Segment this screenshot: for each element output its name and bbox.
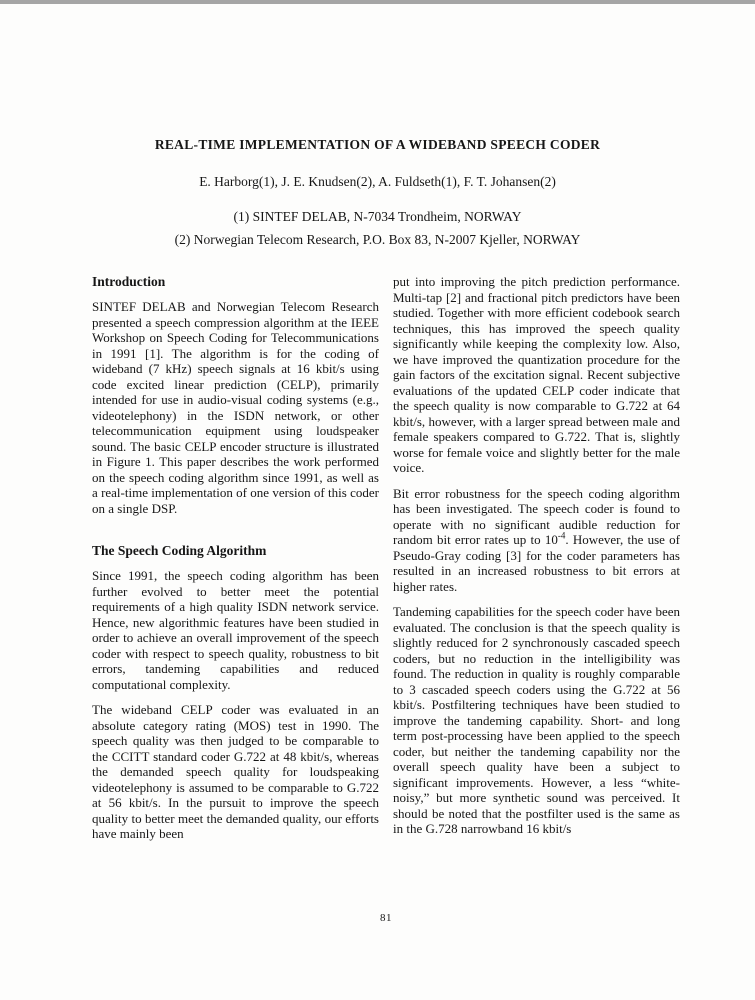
algorithm-paragraph-2: The wideband CELP coder was evaluated in an absolute category rating (MOS) test in 1990. The speech quality was then judged to be comparable to the CCITT standard coder G.722 at 48 kbit/s, whereas the demanded speech quality for loudspeaking videotelephony is assumed to be comparable to G.722 at 56 kbit/s. In the pursuit to improve the speech quality to better meet the demanded quality, our efforts have mainly been xyxy=(92,702,379,841)
affiliation-2: (2) Norwegian Telecom Research, P.O. Box 83, N-2007 Kjeller, NORWAY xyxy=(174,232,581,247)
right-column xyxy=(393,274,680,852)
left-column xyxy=(92,274,379,852)
tandeming-paragraph: Tandeming capabilities for the speech coder have been evaluated. The conclusion is that the speech quality is slightly reduced for 2 synchronously cascaded speech coders, but no reduction in the intelligibility was found. The reduction in quality is roughly comparable to 3 cascaded speech coders using the G.722 at 56 kbit/s. Postfiltering techniques have been studied to improve the tandeming capability. Short- and long term post-processing have been applied to the speech coder, but neither the tandeming capability nor the overall speech quality have been a subject to significant improvements. However, a less “white-noisy,” but more synthetic sound was perceived. It should be noted that the postfilter used is the same as in the G.728 narrowband 16 kbit/s xyxy=(393,604,680,836)
paper-title: REAL-TIME IMPLEMENTATION OF A WIDEBAND SPEECH CODER xyxy=(154,137,601,152)
algorithm-paragraph-1: Since 1991, the speech coding algorithm has been further evolved to better meet the potential requirements of a high quality ISDN network service. Hence, new algorithmic features have been studied in order to achieve an overall improvement of the speech coder with respect to speech quality, robustness to bit errors, tandeming capabilities and reduced computational complexity. xyxy=(92,568,379,692)
page-number: 81 xyxy=(380,912,392,924)
section-heading-introduction: Introduction xyxy=(92,274,166,289)
page-footer xyxy=(92,912,680,924)
intro-paragraph: SINTEF DELAB and Norwegian Telecom Research presented a speech compression algorithm at the IEEE Workshop on Speech Coding for Telecommunications in 1991 [1]. The algorithm is for the coding of wideband (7 kHz) speech signals at 16 kbit/s using code excited linear prediction (CELP), primarily intended for use in audio-visual coding systems (e.g., videotelephony) in the ISDN network, or other telecommunication equipment using loudspeaker sound. The basic CELP encoder structure is illustrated in Figure 1. This paper describes the work performed on the speech coding algorithm since 1991, as well as a real-time implementation of one version of this coder on a single DSP. xyxy=(92,299,379,516)
pitch-prediction-paragraph: put into improving the pitch prediction performance. Multi-tap [2] and fractional pitch predictors have been studied. Together with more efficient codebook search techniques, this has improved the speech quality significantly while keeping the complexity low. Also, we have improved the quantization procedure for the gain factors of the excitation signal. Recent subjective evaluations of the updated CELP coder indicate that the speech quality is now comparable to G.722 at 64 kbit/s, however, with a larger spread between male and female speakers compared to G.722. That is, slightly worse for female voice and slightly better for the male voice. xyxy=(393,274,680,475)
scan-edge-strip xyxy=(0,0,755,4)
section-heading-speech-coding-algorithm: The Speech Coding Algorithm xyxy=(92,543,267,558)
superscript-exponent: -4 xyxy=(557,530,566,541)
two-column-body xyxy=(92,274,680,852)
bit-error-text-end: . However, the use of Pseudo-Gray coding [3] for the coder parameters has resulted in an increased robustness to bit errors at higher rates. xyxy=(393,532,681,594)
affiliation-1: (1) SINTEF DELAB, N-7034 Trondheim, NORWAY xyxy=(233,209,522,224)
bit-error-paragraph xyxy=(393,486,680,595)
paper-header xyxy=(0,0,755,248)
authors-line: E. Harborg(1), J. E. Knudsen(2), A. Fuldseth(1), F. T. Johansen(2) xyxy=(199,174,556,189)
bit-error-text-start: Bit error robustness for the speech coding algorithm has been investigated. The speech coder is found to operate with no significant audible reduction for random bit error rates up to 10 xyxy=(393,485,680,547)
